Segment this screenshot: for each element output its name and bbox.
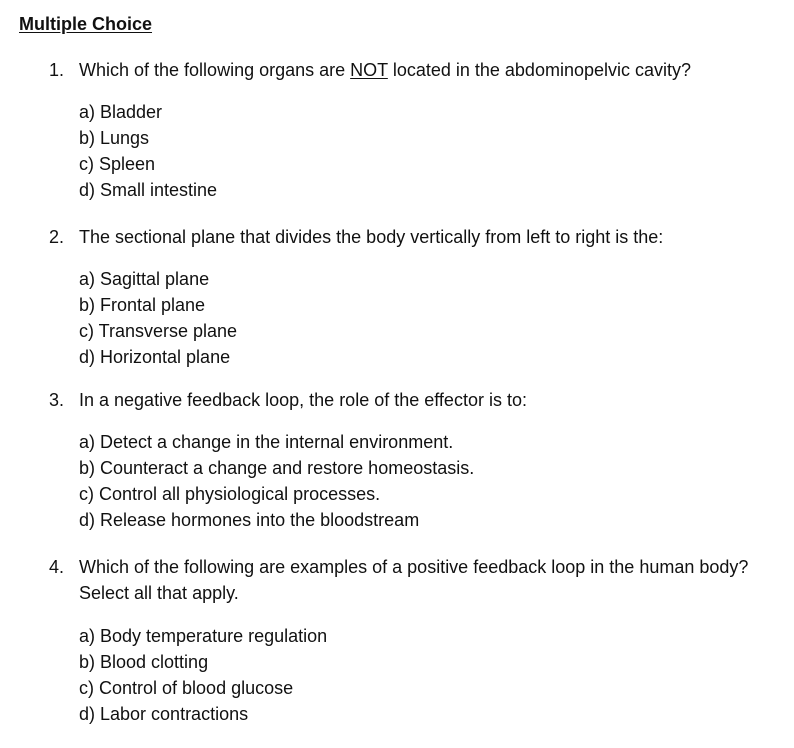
option-a: a) Detect a change in the internal environment. — [79, 432, 454, 452]
option-b: b) Counteract a change and restore homeostasis. — [79, 458, 475, 478]
answer-options — [79, 623, 327, 727]
option-d: d) Small intestine — [79, 180, 218, 200]
option-d: d) Horizontal plane — [79, 347, 231, 367]
question-text-end: located in the abdominopelvic cavity? — [387, 60, 692, 80]
option-c: c) Transverse plane — [79, 321, 238, 341]
question-text: In a negative feedback loop, the role of the effector is to: — [79, 390, 527, 410]
option-a: a) Sagittal plane — [79, 269, 210, 289]
answer-options — [79, 429, 474, 533]
option-d: d) Release hormones into the bloodstream — [79, 510, 420, 530]
answer-options — [79, 266, 237, 370]
option-a: a) Bladder — [79, 102, 163, 122]
question-number: 3. — [49, 390, 65, 410]
question-number: 2. — [49, 227, 65, 247]
option-a: a) Body temperature regulation — [79, 626, 328, 646]
question-text: The sectional plane that divides the body vertically from left to right is the: — [79, 227, 664, 247]
option-b: b) Blood clotting — [79, 652, 209, 672]
option-b: b) Lungs — [79, 128, 150, 148]
question-text-start: Which of the following organs are — [79, 60, 351, 80]
option-b: b) Frontal plane — [79, 295, 206, 315]
answer-options — [79, 99, 217, 203]
question-text — [79, 57, 779, 83]
option-d: d) Labor contractions — [79, 704, 249, 724]
section-title: Multiple Choice — [19, 14, 153, 34]
question-number: 4. — [49, 557, 65, 577]
option-c: c) Control of blood glucose — [79, 678, 294, 698]
option-c: c) Control all physiological processes. — [79, 484, 381, 504]
option-c: c) Spleen — [79, 154, 156, 174]
question-number: 1. — [49, 60, 65, 80]
question-emphasis: NOT — [350, 60, 388, 80]
question-text: Which of the following are examples of a positive feedback loop in the human body? Select all that apply. — [79, 557, 749, 603]
